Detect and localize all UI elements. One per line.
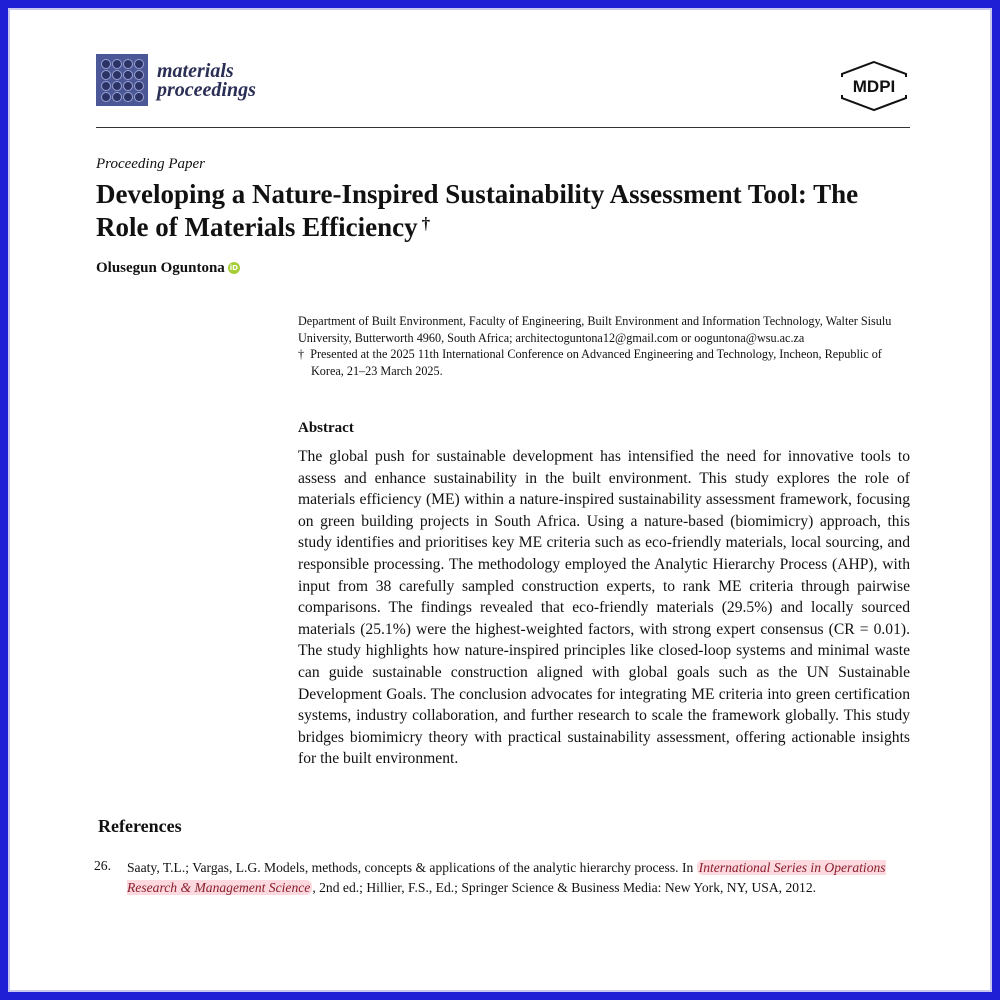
publisher-name: MDPI [852, 77, 896, 96]
author [96, 260, 240, 277]
mdpi-logo-icon [838, 60, 910, 112]
footnote-mark: † [298, 347, 305, 361]
title-footnote-mark: † [421, 214, 431, 233]
abstract-heading: Abstract [298, 420, 354, 436]
header-divider [96, 127, 910, 128]
paper-type: Proceeding Paper [96, 156, 205, 172]
author-name[interactable]: Olusegun Oguntona [96, 260, 225, 276]
footnote-text: Presented at the 2025 11th International Conference on Advanced Engineering and Technology, Incheon, Republic of Korea, 21–23 March 2025. [310, 347, 882, 378]
orcid-icon[interactable]: iD [229, 264, 238, 272]
affiliation-block [298, 313, 910, 379]
affiliation: Department of Built Environment, Faculty of Engineering, Built Environment and Information Technology, Walter Sisulu University, Butterworth 4960, South Africa; architectoguntona12@gmail.com or ooguntona@wsu.ac.za [298, 314, 892, 345]
page-title [96, 178, 916, 244]
title-text: Developing a Nature-Inspired Sustainability Assessment Tool: The Role of Materials Efficiency [96, 179, 859, 242]
journal-name-line2: proceedings [157, 79, 256, 101]
journal-logo-icon [96, 54, 148, 106]
journal-name-line1: materials [157, 60, 234, 82]
abstract-text: The global push for sustainable development has intensified the need for innovative tools to assess and enhance sustainability in the built environment. This study explores the role of materials efficiency (ME) within a nature-inspired sustainability assessment framework, focusing on green building projects in South Africa. Using a nature-based (biomimicry) approach, this study identifies and prioritises key ME criteria such as eco-friendly materials, local sourcing, and responsible processing. The methodology employed the Analytic Hierarchy Process (AHP), with input from 38 carefully sampled construction experts, to rank ME criteria through pairwise comparisons. The findings revealed that eco-friendly materials (29.5%) and locally sourced materials (25.1%) were the highest-weighted factors, with strong expert consensus (CR = 0.01). The study highlights how nature-inspired principles like closed-loop systems and minimal waste can guide sustainable construction aligned with global goals such as the UN Sustainable Development Goals. The conclusion advocates for integrating ME criteria into green certification systems, industry collaboration, and further research to scale the framework globally. This study bridges biomimicry theory with practical sustainability assessment, offering actionable insights for the built environment. [298, 448, 910, 768]
reference-highlight: International Series in Operations Research & Management Science [127, 860, 886, 895]
reference-text-after: , 2nd ed.; Hillier, F.S., Ed.; Springer Science & Business Media: New York, NY, USA, 2012. [312, 880, 817, 895]
reference-number: 26. [94, 858, 111, 873]
header [96, 54, 910, 124]
references-heading: References [98, 816, 182, 836]
journal-name [157, 62, 256, 100]
reference-entry [127, 858, 911, 898]
reference-text-before: Saaty, T.L.; Vargas, L.G. Models, methods, concepts & applications of the analytic hierarchy process. In [127, 860, 697, 875]
page [8, 8, 992, 992]
footnote [298, 346, 910, 379]
